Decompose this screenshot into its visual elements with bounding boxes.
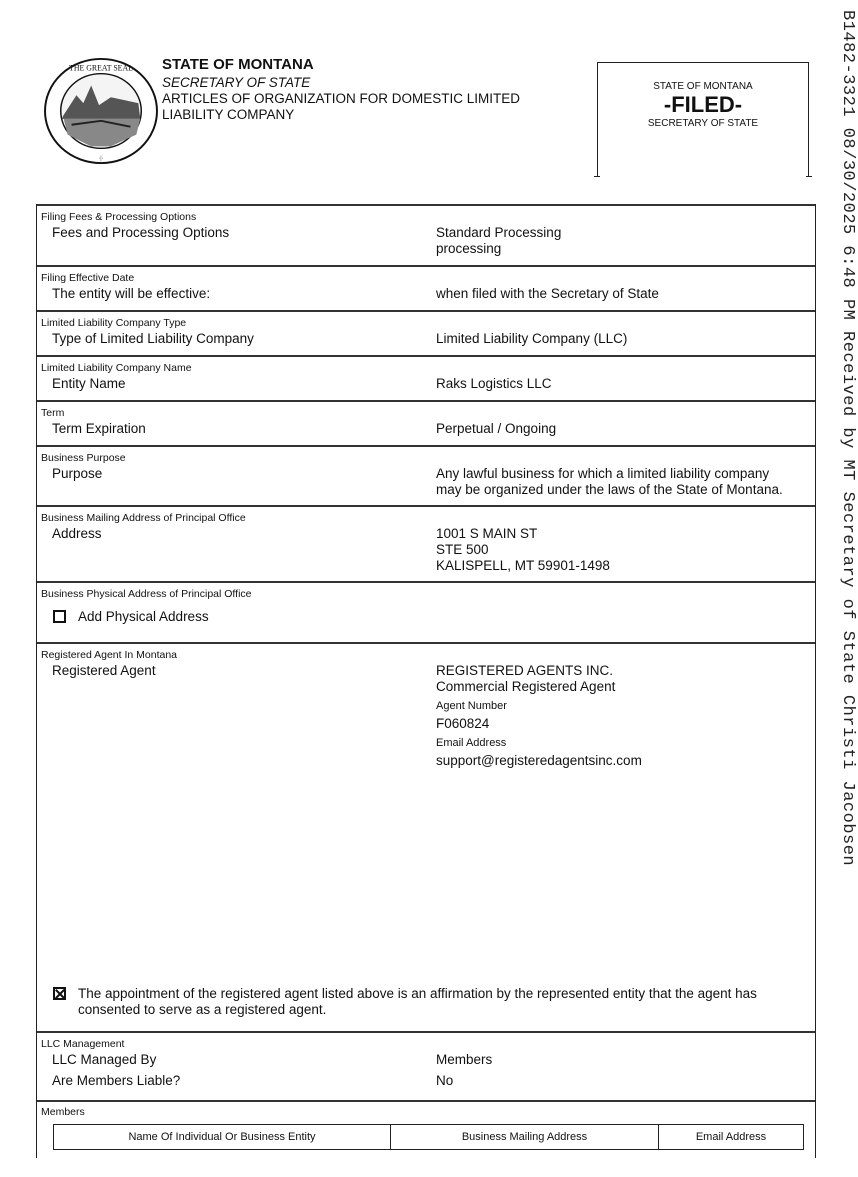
section-fees: [37, 204, 815, 265]
affirmation-text: The appointment of the registered agent listed above is an affirmation by the represented entity that the agent has consented to serve as a registered agent.: [78, 986, 757, 1017]
section-caption: Limited Liability Company Type: [41, 317, 187, 329]
address-line2: STE 500: [436, 542, 489, 557]
field-label: Term Expiration: [52, 421, 146, 436]
office-title: SECRETARY OF STATE: [162, 75, 311, 90]
address-line1: 1001 S MAIN ST: [436, 526, 538, 541]
address-line3: KALISPELL, MT 59901-1498: [436, 558, 610, 573]
section-caption: LLC Management: [41, 1038, 125, 1050]
section-caption: Limited Liability Company Name: [41, 362, 192, 374]
fees-value-2: processing: [436, 241, 502, 256]
checkbox-label: Add Physical Address: [78, 609, 209, 624]
agent-number: F060824: [436, 716, 490, 731]
section-registered-agent: [37, 642, 815, 1031]
section-purpose: [37, 445, 815, 505]
effective-value: when filed with the Secretary of State: [436, 286, 659, 301]
field-label: Registered Agent: [52, 663, 156, 678]
svg-text:THE GREAT SEAL: THE GREAT SEAL: [69, 63, 133, 73]
section-caption: Term: [41, 407, 65, 419]
purpose-value: Any lawful business for which a limited liability company may be organized under the laws of the State of Montana.: [436, 466, 783, 497]
column-header-email: Email Address: [659, 1125, 804, 1150]
section-caption: Registered Agent In Montana: [41, 649, 178, 661]
section-caption: Members: [41, 1106, 85, 1118]
field-label: LLC Managed By: [52, 1052, 157, 1067]
add-physical-address-checkbox[interactable]: [37, 609, 815, 625]
stamp-filed: -FILED-: [663, 92, 743, 117]
section-physical-address: [37, 581, 815, 642]
llc-type-value: Limited Liability Company (LLC): [436, 331, 628, 346]
field-label: Type of Limited Liability Company: [52, 331, 254, 346]
members-table: [53, 1124, 804, 1150]
field-label: Fees and Processing Options: [52, 225, 230, 240]
column-header-address: Business Mailing Address: [391, 1125, 659, 1150]
field-label: Purpose: [52, 466, 103, 481]
checkbox-checked-icon[interactable]: [53, 987, 66, 1000]
field-label: The entity will be effective:: [52, 286, 211, 301]
svg-text:·|·: ·|·: [98, 156, 104, 163]
document-title: ARTICLES OF ORGANIZATION FOR DOMESTIC LIMITED LIABILITY COMPANY: [162, 91, 521, 122]
agent-email-label: Email Address: [436, 737, 507, 749]
articles-form: [36, 204, 816, 1158]
stamp-line1: STATE OF MONTANA: [653, 81, 753, 92]
header: [162, 56, 542, 123]
checkbox-unchecked-icon[interactable]: [53, 610, 66, 623]
agent-email: support@registeredagentsinc.com: [436, 753, 642, 768]
section-caption: Business Purpose: [41, 452, 126, 464]
section-caption: Business Physical Address of Principal Office: [41, 588, 252, 600]
state-title: STATE OF MONTANA: [162, 56, 314, 73]
section-mailing-address: [37, 505, 815, 581]
filed-stamp: [597, 62, 809, 176]
section-members: [37, 1100, 815, 1158]
field-label: Entity Name: [52, 376, 126, 391]
section-llc-name: [37, 355, 815, 400]
fees-value: Standard Processing: [436, 225, 562, 240]
managed-by-value: Members: [436, 1052, 493, 1067]
field-label: Are Members Liable?: [52, 1073, 181, 1088]
members-liable-value: No: [436, 1073, 454, 1088]
agent-number-label: Agent Number: [436, 700, 507, 712]
section-caption: Filing Effective Date: [41, 272, 135, 284]
agent-name: REGISTERED AGENTS INC.: [436, 663, 614, 678]
stamp-line3: SECRETARY OF STATE: [647, 118, 759, 129]
section-llc-management: [37, 1031, 815, 1100]
section-term: [37, 400, 815, 445]
term-value: Perpetual / Ongoing: [436, 421, 557, 436]
section-caption: Business Mailing Address of Principal Office: [41, 512, 246, 524]
great-seal-icon: [42, 56, 160, 166]
section-llc-type: [37, 310, 815, 355]
section-caption: Filing Fees & Processing Options: [41, 211, 197, 223]
column-header-name: Name Of Individual Or Business Entity: [54, 1125, 391, 1150]
field-label: Address: [52, 526, 102, 541]
section-effective-date: [37, 265, 815, 310]
receipt-stamp: B1482-3321 08/30/2025 6:48 PM Received by MT Secretary of State Christi Jacobsen: [838, 10, 857, 867]
agent-kind: Commercial Registered Agent: [436, 679, 616, 694]
entity-name-value: Raks Logistics LLC: [436, 376, 552, 391]
agent-affirmation-checkbox[interactable]: [37, 986, 793, 1018]
